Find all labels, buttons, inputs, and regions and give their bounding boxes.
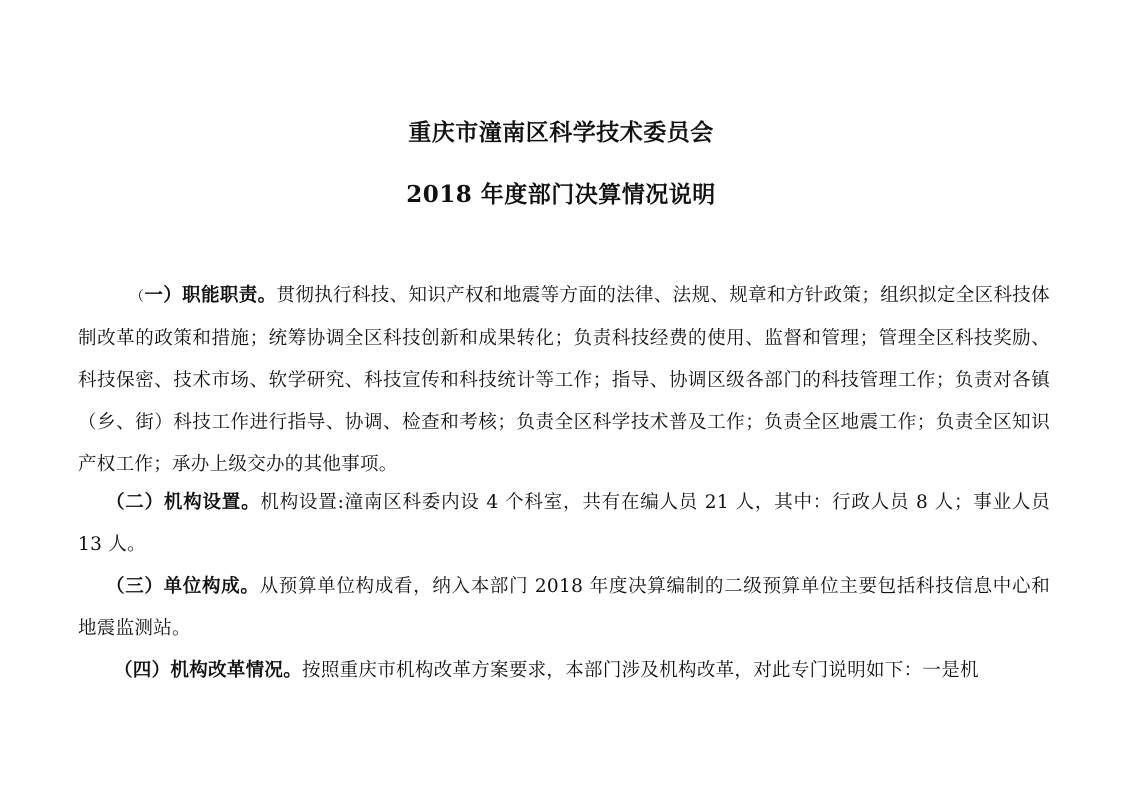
paragraph bbox=[78, 566, 1050, 650]
section-text: 机构设置:潼南区科委内设 4 个科室，共有在编人员 21 人，其中：行政人员 8 人；事业人员 13 人。 bbox=[78, 492, 1050, 555]
document-subtitle: 2018 年度部门决算情况说明 bbox=[406, 181, 716, 208]
document-title: 重庆市潼南区科学技术委员会 bbox=[408, 119, 714, 146]
paragraph bbox=[78, 482, 1050, 566]
section-duties bbox=[78, 275, 1050, 486]
paragraph bbox=[78, 275, 1050, 486]
section-text: 贯彻执行科技、知识产权和地震等方面的法律、法规、规章和方针政策；组织拟定全区科技体制改革的政策和措施；统筹协调全区科技创新和成果转化；负责科技经费的使用、监督和管理；管理全区科技奖励、科技保密、技术市场、软学研究、科技宣传和科技统计等工作；指导、协调区级各部门的科技管理工作；负责对各镇（乡、街）科技工作进行指导、协调、检查和考核；负责全区科学技术普及工作；负责全区地震工作；负责全区知识产权工作；承办上级交办的其他事项。 bbox=[78, 285, 1050, 475]
section-heading: 一）职能职责。 bbox=[144, 285, 277, 306]
section-text: 按照重庆市机构改革方案要求，本部门涉及机构改革，对此专门说明如下：一是机 bbox=[302, 660, 979, 681]
section-text: 从预算单位构成看，纳入本部门 2018 年度决算编制的二级预算单位主要包括科技信息中心和地震监测站。 bbox=[78, 576, 1050, 639]
paragraph bbox=[78, 650, 1050, 692]
section-heading: （三）单位构成。 bbox=[106, 576, 260, 597]
section-heading: （四）机构改革情况。 bbox=[114, 660, 303, 681]
section-heading: （二）机构设置。 bbox=[106, 492, 261, 513]
section-units bbox=[78, 566, 1050, 650]
section-heading-paren: （ bbox=[130, 289, 145, 305]
section-organization bbox=[78, 482, 1050, 566]
section-reform bbox=[78, 650, 1050, 692]
